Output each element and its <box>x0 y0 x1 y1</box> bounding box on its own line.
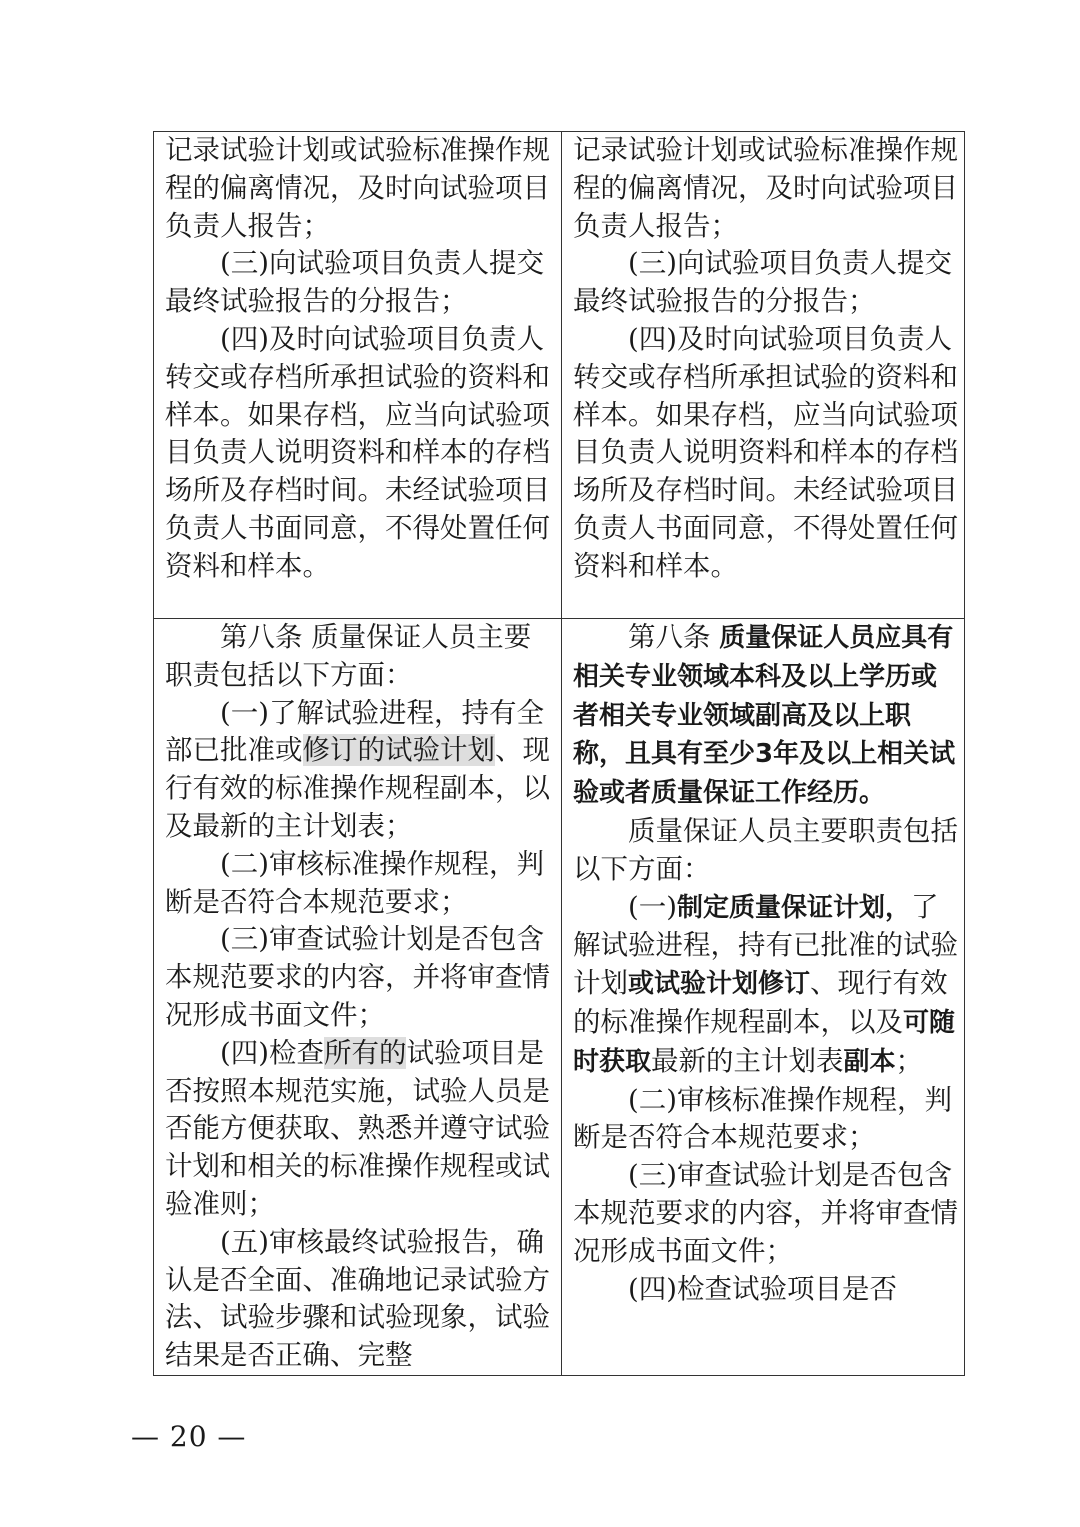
paragraph <box>573 889 958 1082</box>
new-text-cell <box>562 132 965 619</box>
article-heading <box>573 619 958 813</box>
table-row <box>154 132 965 619</box>
text-run: ； <box>895 1044 924 1077</box>
text-run: 最新的主计划表 <box>651 1044 844 1077</box>
paragraph: 记录试验计划或试验标准操作规程的偏离情况，及时向试验项目负责人报告； <box>573 134 958 242</box>
paragraph: 质量保证人员主要职责包括以下方面： <box>573 814 958 885</box>
paragraph: (四)及时向试验项目负责人转交或存档所承担试验的资料和样本。如果存档，应当向试验项目负责人说明资料和样本的存档场所及存档时间。未经试验项目负责人书面同意，不得处置任何资料和样本。 <box>165 322 550 582</box>
highlighted-text: 修订的试验计划 <box>302 734 495 767</box>
paragraph: (五)审核最终试验报告，确认是否全面、准确地记录试验方法、试验步骤和试验现象，试验结果是否正确、完整 <box>165 1225 550 1372</box>
paragraph: (三)审查试验计划是否包含本规范要求的内容，并将审查情况形成书面文件； <box>573 1159 958 1267</box>
comparison-table <box>153 131 965 1376</box>
bold-text: 制定质量保证计划， <box>676 892 911 923</box>
paragraph <box>165 1035 555 1224</box>
paragraph: (三)审查试验计划是否包含本规范要求的内容，并将审查情况形成书面文件； <box>165 923 550 1031</box>
bold-text: 可随时获取 <box>573 1007 956 1077</box>
text-run: (一)了解试验进程，持有全部已批准或 <box>165 696 544 767</box>
paragraph: (四)及时向试验项目负责人转交或存档所承担试验的资料和样本。如果存档，应当向试验项目负责人说明资料和样本的存档场所及存档时间。未经试验项目负责人书面同意，不得处置任何资料和样本。 <box>573 322 958 582</box>
paragraph: 记录试验计划或试验标准操作规程的偏离情况，及时向试验项目负责人报告； <box>165 134 550 242</box>
paragraph: (二)审核标准操作规程，判断是否符合本规范要求； <box>573 1083 952 1154</box>
paragraph: (三)向试验项目负责人提交最终试验报告的分报告； <box>573 247 952 318</box>
text-run: 、现行有效的标准操作规程副本，以及最新的主计划表； <box>165 734 550 842</box>
text-run: (四)检查 <box>220 1036 324 1069</box>
page-number: — 20 — <box>131 1420 247 1453</box>
paragraph <box>165 695 555 846</box>
bold-text: 质量保证人员应具有相关专业领域本科及以上学历或者相关专业领域副高及以上职称，且具有至少3年及以上相关试验或者质量保证工作经历。 <box>573 623 956 809</box>
text-run: 、现行有效的标准操作规程副本，以及 <box>573 967 948 1038</box>
new-text-cell <box>562 619 965 1376</box>
paragraph: (三)向试验项目负责人提交最终试验报告的分报告； <box>165 247 544 318</box>
text-run: 第八条 <box>628 621 720 653</box>
text-run: 试验项目是否按照本规范实施，试验人员是否能方便获取、熟悉并遵守试验计划和相关的标准操作规程或试验准则； <box>165 1036 550 1220</box>
text-run: 了解试验进程，持有已批准的试验计划 <box>573 890 958 1000</box>
old-text-cell <box>154 619 562 1376</box>
article-heading: 第八条 质量保证人员主要职责包括以下方面： <box>165 621 532 691</box>
old-text-cell <box>154 132 562 619</box>
highlighted-text: 所有的 <box>323 1036 407 1069</box>
table-row <box>154 619 965 1376</box>
bold-text: 或试验计划修订 <box>628 969 811 1000</box>
paragraph: (二)审核标准操作规程，判断是否符合本规范要求； <box>165 847 544 918</box>
paragraph: (四)检查试验项目是否 <box>628 1272 897 1305</box>
text-run: (一) <box>628 890 677 923</box>
bold-text: 副本 <box>843 1046 896 1077</box>
